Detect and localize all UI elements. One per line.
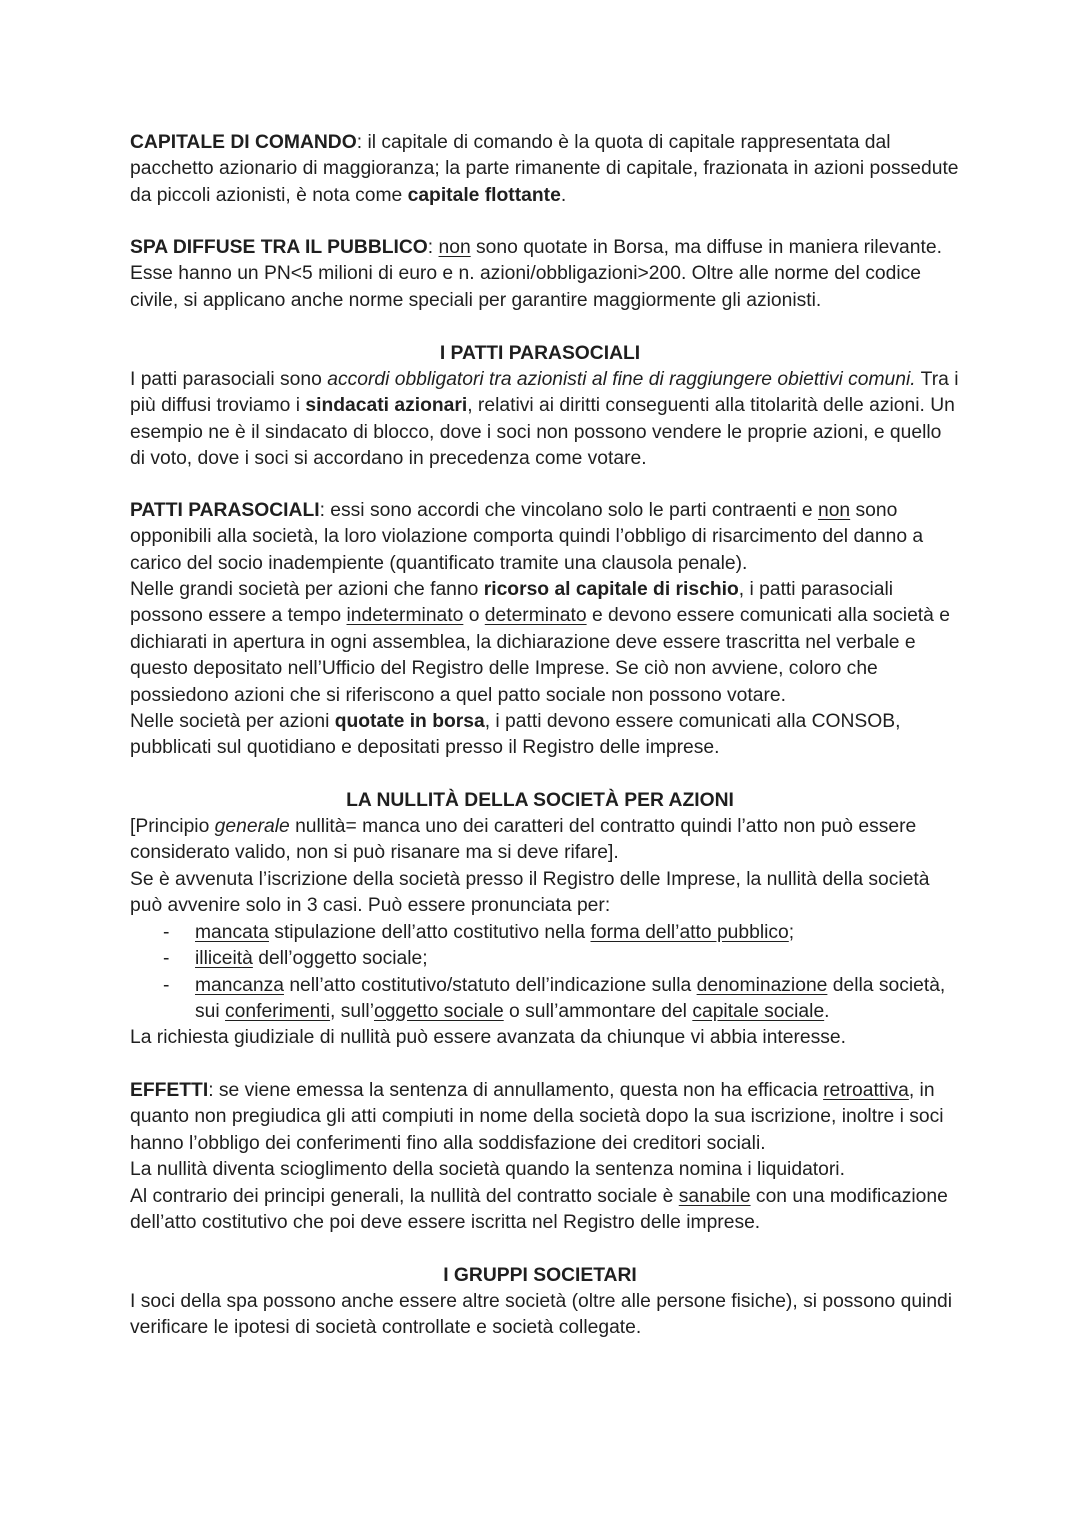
- paragraph-patti-parasociali: PATTI PARASOCIALI: essi sono accordi che vincolano solo le parti contraenti e non sono opponibili alla società, la loro violazione comporta quindi l’obbligo di risarcimento del danno a carico del socio inadempiente (quantificato tramite una clausola penale).: [130, 500, 924, 574]
- paragraph-principio-generale: [Principio generale nullità= manca uno dei caratteri del contratto quindi l’atto non può essere considerato valido, non si può risanare ma si deve rifare].: [130, 816, 917, 864]
- term-spa-diffuse: SPA DIFFUSE TRA IL PUBBLICO: [130, 237, 428, 258]
- list-item: - mancanza nell’atto costitutivo/statuto dell’indicazione sulla denominazione della società, sui conferimenti, sull’oggetto sociale o sull’ammontare del capitale sociale.: [130, 973, 960, 1026]
- paragraph-spa-diffuse: SPA DIFFUSE TRA IL PUBBLICO: non sono quotate in Borsa, ma diffuse in maniera rilevante. Esse hanno un PN<5 milioni di euro e n. azioni/obbligazioni>200. Oltre alle norme del codice civile, si applicano anche norme speciali per garantire maggiormente gli azionisti.: [130, 237, 942, 311]
- paragraph-sanabile: Al contrario dei principi generali, la nullità del contratto sociale è sanabile con una modificazione dell’atto costitutivo che poi deve essere iscritta nel Registro delle imprese.: [130, 1186, 948, 1234]
- paragraph-effetti: EFFETTI: se viene emessa la sentenza di annullamento, questa non ha efficacia retroattiva, in quanto non pregiudica gli atti compiuti in nome della società dopo la sua iscrizione, inoltre i soci hanno l’obbligo dei conferimenti fino alla soddisfazione dei creditori sociali.: [130, 1080, 944, 1154]
- heading-gruppi-societari: I GRUPPI SOCIETARI: [443, 1265, 637, 1286]
- term-capitale-di-comando: CAPITALE DI COMANDO: [130, 132, 357, 153]
- paragraph-richiesta-giudiziale: La richiesta giudiziale di nullità può essere avanzata da chiunque vi abbia interesse.: [130, 1027, 847, 1048]
- term-sindacati-azionari: sindacati azionari: [305, 395, 468, 417]
- paragraph-patti-intro: I patti parasociali sono accordi obbligatori tra azionisti al fine di raggiungere obiettivi comuni. Tra i più diffusi troviamo i sindacati azionari, relativi ai diritti conseguenti alla titolarità delle azioni. Un esempio ne è il sindacato di blocco, dove i soci non possono vendere le proprie azioni, e quello di voto, dove i soci si accordano in precedenza come votare.: [130, 369, 959, 470]
- term-effetti: EFFETTI: [130, 1080, 209, 1101]
- paragraph-capitale-di-comando: CAPITALE DI COMANDO: il capitale di comando è la quota di capitale rappresentata dal pacchetto azionario di maggioranza; la parte rimanente di capitale, frazionata in azioni possedute da piccoli azionisti, è nota come capitale flottante.: [130, 132, 959, 206]
- paragraph-scioglimento: La nullità diventa scioglimento della società quando la sentenza nomina i liquidatori.: [130, 1159, 845, 1180]
- paragraph-casi-nullita: Se è avvenuta l’iscrizione della società presso il Registro delle Imprese, la nullità della società può avvenire solo in 3 casi. Può essere pronunciata per:: [130, 869, 930, 917]
- paragraph-gruppi-societari: I soci della spa possono anche essere altre società (oltre alle persone fisiche), si possono quindi verificare le ipotesi di società controllate e società collegate.: [130, 1291, 953, 1339]
- paragraph-quotate-in-borsa: Nelle società per azioni quotate in borsa, i patti devono essere comunicati alla CONSOB, pubblicati sul quotidiano e depositati presso il Registro delle imprese.: [130, 711, 901, 759]
- list-item: - mancata stipulazione dell’atto costitutivo nella forma dell’atto pubblico;: [130, 920, 960, 946]
- list-item: - illiceità dell’oggetto sociale;: [130, 946, 960, 972]
- term-patti-parasociali: PATTI PARASOCIALI: [130, 500, 320, 521]
- term-capitale-flottante: capitale flottante: [407, 184, 561, 206]
- heading-patti-parasociali: I PATTI PARASOCIALI: [439, 343, 641, 364]
- heading-nullita: LA NULLITÀ DELLA SOCIETÀ PER AZIONI: [346, 790, 734, 811]
- paragraph-grandi-societa: Nelle grandi società per azioni che fanno ricorso al capitale di rischio, i patti parasociali possono essere a tempo indeterminato o determinato e devono essere comunicati alla società e dichiarati in apertura in ogni assemblea, la dichiarazione deve essere trascritta nel verbale e questo depositato nell’Ufficio del Registro delle Imprese. Se ciò non avviene, coloro che possiedono azioni che si riferiscono a quel patto sociale non possono votare.: [130, 579, 950, 706]
- list-casi-nullita: [130, 920, 960, 1026]
